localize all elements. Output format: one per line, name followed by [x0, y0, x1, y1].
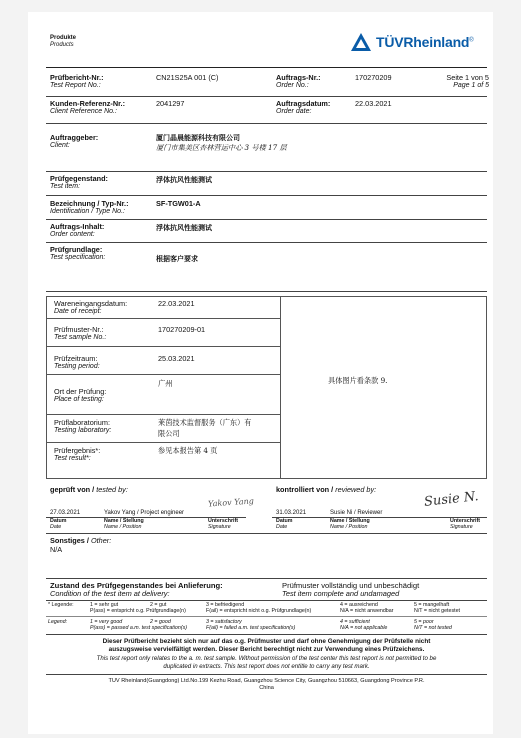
legend-de-3: 3 = befriedigend: [206, 602, 245, 608]
test-item-label-de: Prüfgegenstand:: [50, 174, 108, 183]
lab-value-line2: 限公司: [158, 429, 180, 438]
identification-label-en: Identification / Type No.:: [50, 208, 125, 215]
disclaimer-en: [46, 655, 487, 671]
report-no-label-de: Prüfbericht-Nr.:: [50, 73, 104, 82]
order-no-label-en: Order No.:: [276, 82, 309, 89]
client-ref-label-en: Client Reference No.:: [50, 108, 117, 115]
reviewed-date: 31.03.2021: [276, 510, 307, 516]
footer-address: [46, 678, 487, 692]
tuv-reg: ®: [469, 37, 474, 44]
picture-note: 具体图片看条款 9.: [328, 376, 388, 385]
reviewed-col-sig-de: Unterschrift: [450, 518, 481, 524]
tested-col-date: Date: [50, 524, 62, 530]
sample-info-table: [46, 296, 487, 479]
page-number-de: Seite 1 von 5: [446, 73, 489, 82]
client-address: 厦门市集美区杏林营运中心 3 号楼 17 层: [156, 143, 287, 152]
tested-col-sig-de: Unterschrift: [208, 518, 239, 524]
tested-by-en: tested by:: [96, 485, 128, 494]
place-label-en: Place of testing:: [54, 396, 104, 403]
lab-label-de: Prüflaboratorium:: [54, 418, 110, 427]
test-spec-value: 根据客户要求: [156, 255, 198, 263]
tested-col-datum: Datum: [50, 518, 67, 524]
legend-de-4: 4 = ausreichend: [340, 602, 378, 608]
tested-name: Yakov Yang / Project engineer: [104, 510, 185, 516]
lab-value-line1: 莱茵技术监督服务（广东）有: [158, 418, 252, 427]
sample-no-label-en: Test sample No.:: [54, 334, 107, 341]
sample-no-value: 170270209-01: [158, 325, 206, 334]
place-label-de: Ort der Prüfung:: [54, 387, 107, 396]
legend-en-4: 4 = sufficient: [340, 619, 370, 625]
order-date-value: 22.03.2021: [355, 99, 392, 108]
identification-value: SF-TGW01-A: [156, 199, 201, 208]
page-number-en: Page 1 of 5: [453, 82, 489, 89]
test-spec-label-en: Test specification:: [50, 254, 106, 261]
order-content-value: 浮体抗风性能测试: [156, 224, 212, 232]
other-value: N/A: [50, 545, 63, 554]
tuv-logo: [350, 32, 372, 57]
legend-en-1: 1 = very good: [90, 619, 123, 625]
disclaimer-en-line2: duplicated in extracts. This test report does not entitle to carry any test mark.: [163, 663, 370, 670]
tuv-brand-text: TÜVRheinland: [376, 34, 470, 50]
test-item-label-en: Test item:: [50, 183, 81, 190]
reviewed-col-sig-en: Signature: [450, 524, 473, 530]
condition-value-en: Test item complete and undamaged: [282, 589, 400, 598]
result-label-de: Prüfergebnis*:: [54, 446, 101, 455]
reviewed-col-datum: Datum: [276, 518, 293, 524]
reviewed-col-name-en: Name / Position: [330, 524, 368, 530]
legend-en-nt: N/T = not tested: [414, 625, 452, 631]
condition-label-en: Condition of the test item at delivery:: [50, 589, 170, 598]
order-no-label-de: Auftrags-Nr.:: [276, 73, 321, 82]
reviewed-col-date: Date: [276, 524, 288, 530]
legend-de-5: 5 = mangelhaft: [414, 602, 450, 608]
tested-col-name-de: Name / Stellung: [104, 518, 144, 524]
place-value: 广州: [158, 379, 173, 388]
client-label-en: Client:: [50, 142, 70, 149]
table-divider: [280, 296, 281, 479]
test-item-value: 浮体抗风性能测试: [156, 176, 212, 184]
legend-title-en: Legend:: [48, 619, 68, 625]
report-no-value: CN21S25A 001 (C): [156, 73, 219, 82]
result-value: 参见本报告第 4 页: [158, 446, 218, 455]
reviewed-by-label: [276, 486, 376, 494]
legend-en-2: 2 = good: [150, 619, 171, 625]
footer-line1: TUV Rheinland(Guangdong) Ltd.No.199 Kezhu Road, Guangzhou Science City, Guangzhou 510663, Guangdong Province P.R.: [108, 678, 425, 684]
legend-en-3: 3 = satisfactory: [206, 619, 242, 625]
legend-en-pass: P(ass) = passed a.m. test specification(s): [90, 625, 187, 631]
client-ref-label-de: Kunden-Referenz-Nr.:: [50, 99, 125, 108]
tested-col-sig-en: Signature: [208, 524, 231, 530]
legend-de-1: 1 = sehr gut: [90, 602, 119, 608]
tested-by-de: geprüft von /: [50, 485, 95, 494]
legend-de-na: N/A = nicht anwendbar: [340, 608, 394, 614]
products-label-de: Produkte: [50, 35, 77, 41]
condition-label-de: Zustand des Prüfgegenstandes bei Anlieferung:: [50, 581, 223, 590]
legend-de-2: 2 = gut: [150, 602, 167, 608]
legend-de-fail: F(ail) = entspricht nicht o.g. Prüfgrundlage(n): [206, 608, 312, 614]
condition-value-de: Prüfmuster vollständig und unbeschädigt: [282, 581, 420, 590]
legend-en-na: N/A = not applicable: [340, 625, 388, 631]
testing-period-label-en: Testing period:: [54, 363, 100, 370]
reviewed-by-en: reviewed by:: [335, 485, 377, 494]
test-spec-label-de: Prüfgrundlage:: [50, 245, 103, 254]
order-no-value: 170270209: [355, 73, 392, 82]
receipt-label-de: Wareneingangsdatum:: [54, 299, 128, 308]
reviewed-col-name-de: Name / Stellung: [330, 518, 370, 524]
report-no-label-en: Test Report No.:: [50, 82, 101, 89]
tuv-triangle-icon: [350, 32, 372, 52]
client-name: 厦门晶晨能源科技有限公司: [156, 134, 240, 142]
disclaimer-en-line1: This test report only relates to the a. m. test sample. Without permission of the test center this test report is not permitted to be: [96, 655, 437, 662]
legend-title-de: * Legende:: [48, 602, 74, 608]
tested-col-name-en: Name / Position: [104, 524, 142, 530]
tuv-brand: [376, 34, 474, 50]
products-label-en: Products: [50, 42, 74, 48]
other-label: [50, 537, 111, 545]
order-content-label-en: Order content:: [50, 231, 95, 238]
receipt-value: 22.03.2021: [158, 299, 195, 308]
footer-line2: China: [259, 685, 274, 691]
client-ref-value: 2041297: [156, 99, 185, 108]
testing-period-label-de: Prüfzeitraum:: [54, 354, 98, 363]
order-date-label-de: Auftragsdatum:: [276, 99, 331, 108]
disclaimer-de-line2: auszugsweise vervielfältigt werden. Dieser Bericht berechtigt nicht zur Verwendung eines Prüfzeichens.: [108, 646, 425, 653]
legend-en-5: 5 = poor: [414, 619, 434, 625]
report-page: [28, 12, 493, 734]
order-content-label-de: Auftrags-Inhalt:: [50, 222, 105, 231]
reviewed-name: Susie Ni / Reviewer: [330, 510, 383, 516]
lab-label-en: Testing laboratory:: [54, 427, 112, 434]
other-label-en: Other:: [90, 536, 112, 545]
disclaimer-de: [46, 638, 487, 654]
client-label-de: Auftraggeber:: [50, 133, 99, 142]
other-label-de: Sonstiges /: [50, 536, 89, 545]
tested-signature: Yakov Yang: [207, 496, 255, 509]
sample-no-label-de: Prüfmuster-Nr.:: [54, 325, 104, 334]
testing-period-value: 25.03.2021: [158, 354, 195, 363]
legend-en-fail: F(ail) = failed a.m. test specification(s): [206, 625, 296, 631]
reviewed-signature: Susie N.: [423, 489, 480, 510]
receipt-label-en: Date of receipt:: [54, 308, 102, 315]
result-label-en: Test result*:: [54, 455, 91, 462]
identification-label-de: Bezeichnung / Typ-Nr.:: [50, 199, 129, 208]
legend-de-pass: P(ass) = entspricht o.g. Prüfgrundlage(n): [90, 608, 186, 614]
disclaimer-de-line1: Dieser Prüfbericht bezieht sich nur auf das o.g. Prüfmuster und darf ohne Genehmigung der Prüfstelle nicht: [102, 638, 431, 645]
tested-date: 27.03.2021: [50, 510, 81, 516]
order-date-label-en: Order date:: [276, 108, 312, 115]
tested-by-label: [50, 486, 128, 494]
reviewed-by-de: kontrolliert von /: [276, 485, 334, 494]
legend-de-nt: N/T = nicht getestet: [414, 608, 460, 614]
